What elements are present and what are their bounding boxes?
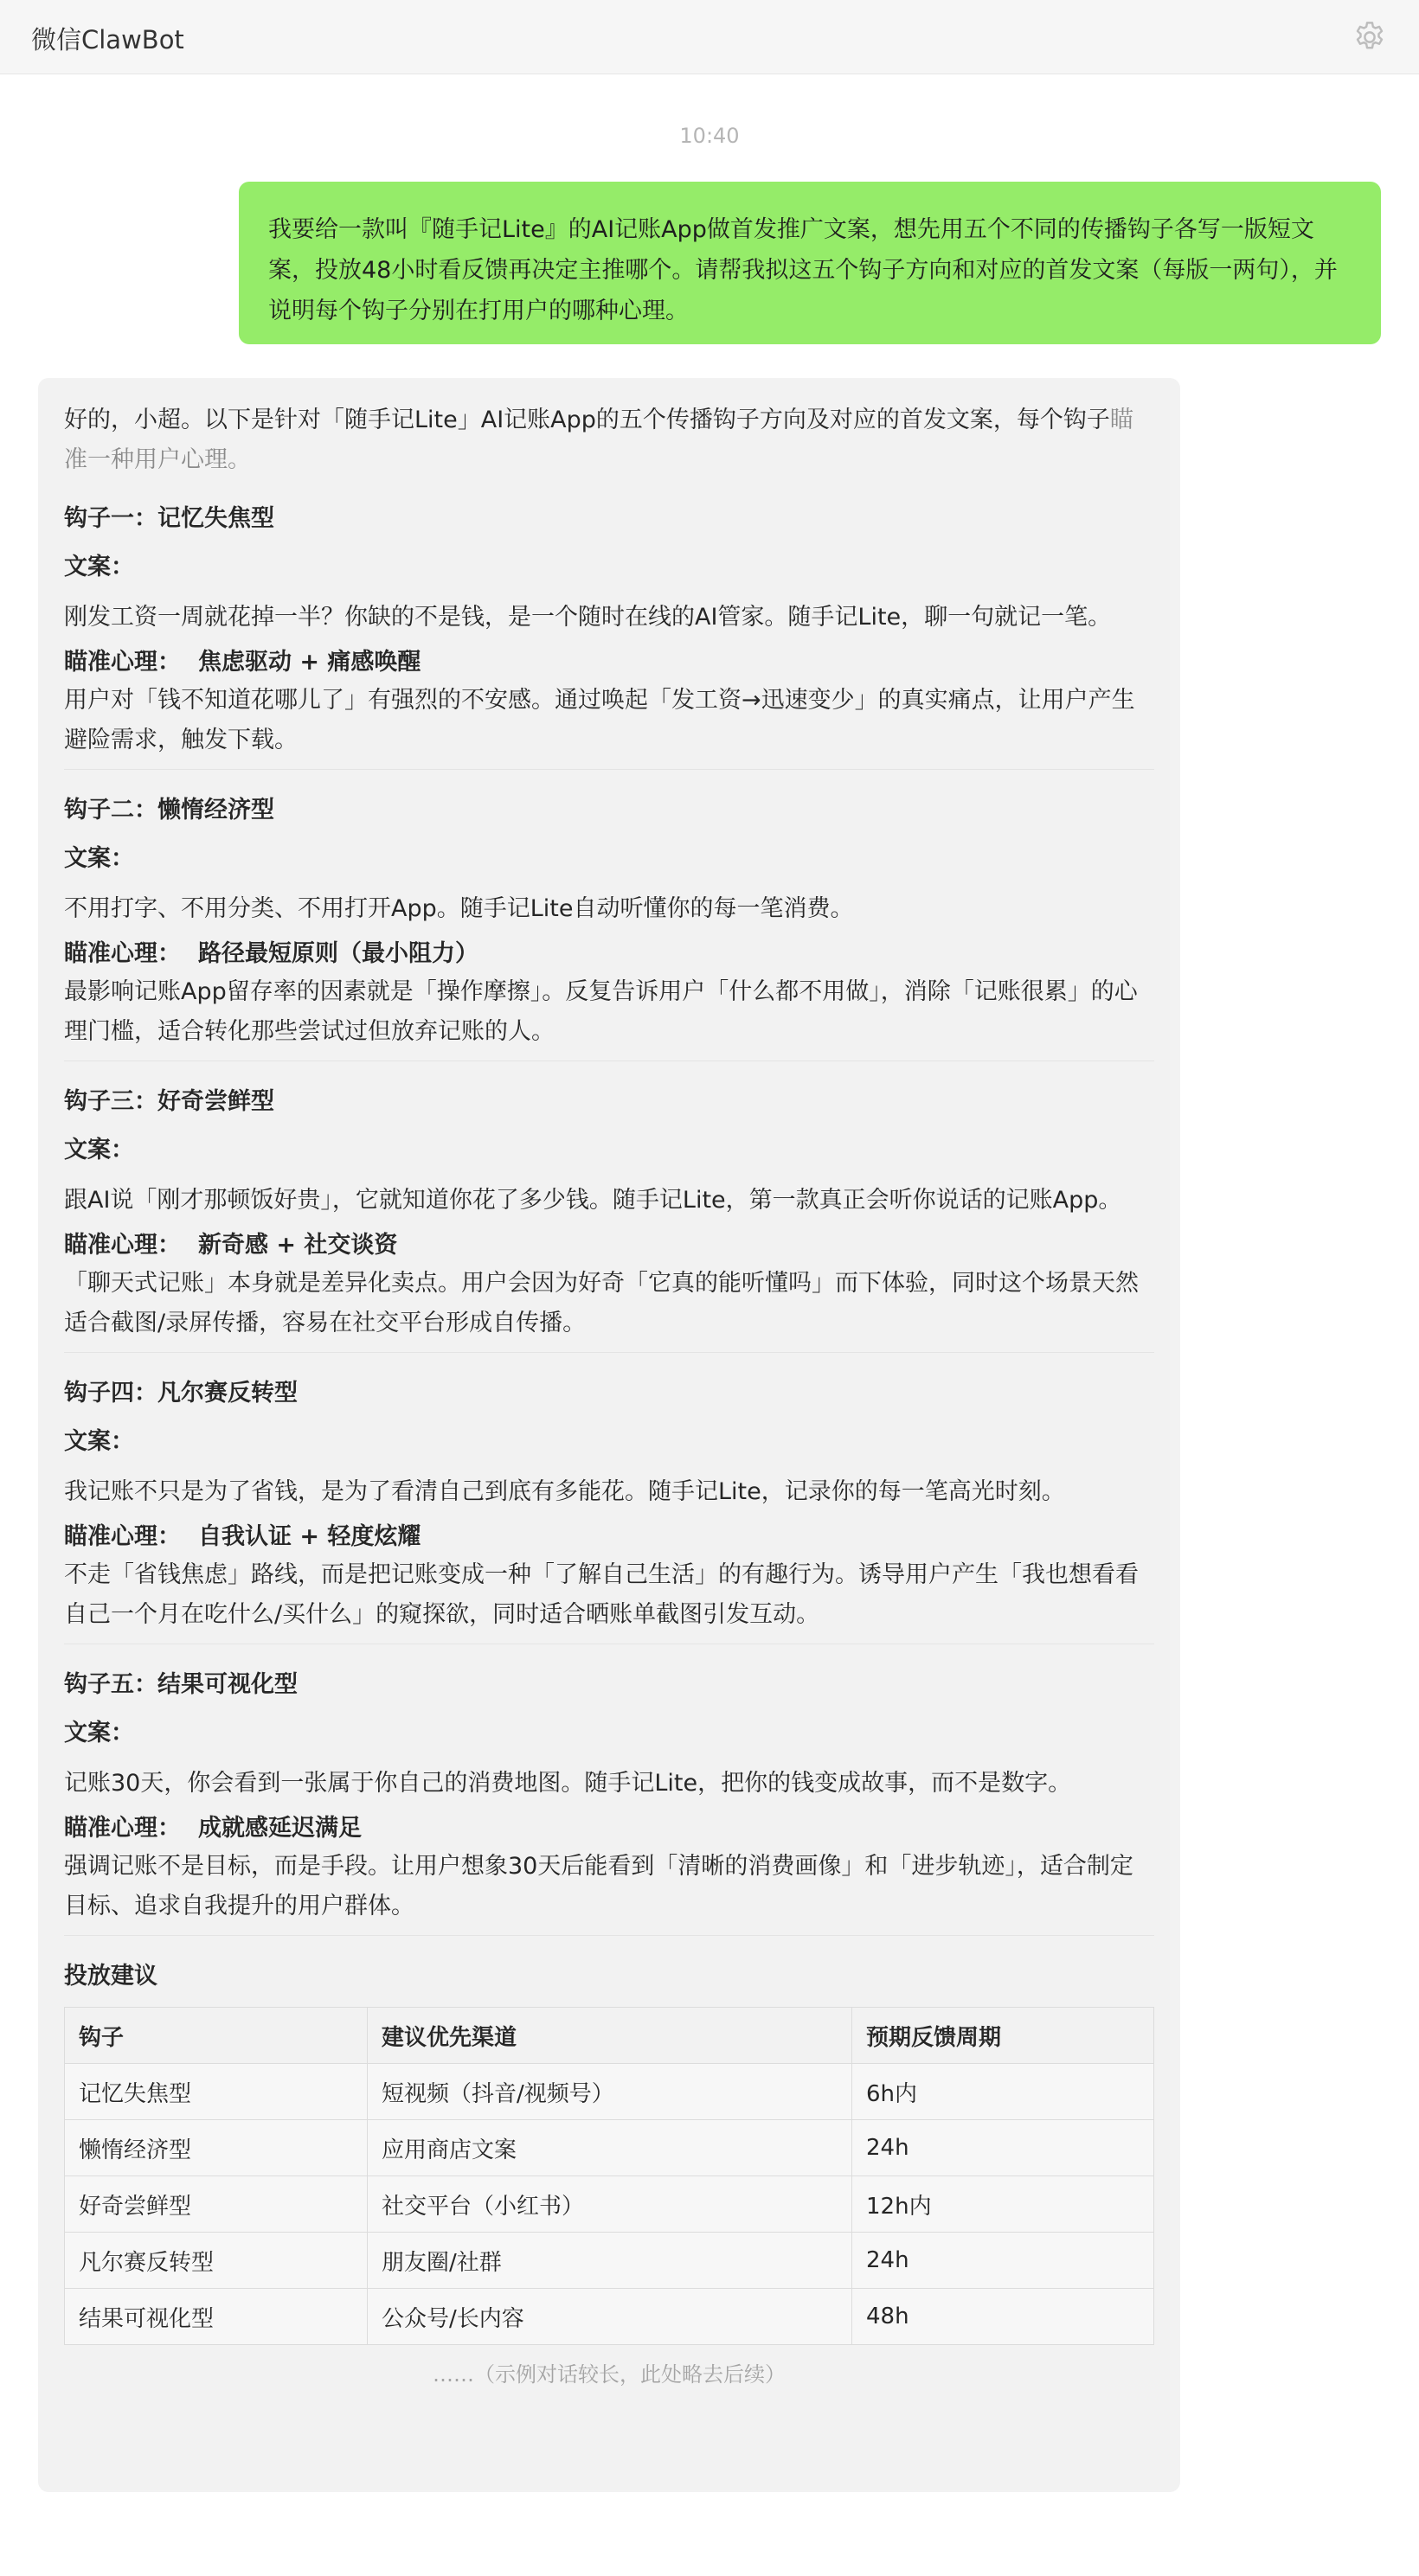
- psych-label: 瞄准心理：: [64, 1815, 181, 1842]
- user-message-bubble: 我要给一款叫『随手记Lite』的AI记账App做首发推广文案，想先用五个不同的传播钩子各写一版短文案，投放48小时看反馈再决定主推哪个。请帮我拟这五个钩子方向和对应的首发文案（每版一两句），并说明每个钩子分别在打用户的哪种心理。: [239, 182, 1381, 344]
- copy-label: 文案：: [64, 1720, 134, 1746]
- hook-section: [64, 792, 1154, 1061]
- plan-header-channel: 建议优先渠道: [368, 2008, 852, 2064]
- table-row: [65, 2064, 1154, 2120]
- table-row: [65, 2233, 1154, 2289]
- table-cell: 12h内: [852, 2176, 1154, 2233]
- table-cell: 凡尔赛反转型: [65, 2233, 368, 2289]
- copy-text: 我记账不只是为了省钱，是为了看清自己到底有多能花。随手记Lite，记录你的每一笔高光时刻。: [64, 1478, 1065, 1505]
- table-cell: 懒惰经济型: [65, 2120, 368, 2176]
- psych-name: 自我认证 + 轻度炫耀: [198, 1523, 421, 1550]
- hook-title: 钩子二：懒惰经济型: [64, 797, 274, 823]
- psych-label: 瞄准心理：: [64, 649, 181, 676]
- hook-title: 钩子四：凡尔赛反转型: [64, 1380, 298, 1407]
- table-cell: 结果可视化型: [65, 2289, 368, 2345]
- hook-section: [64, 501, 1154, 770]
- hook-title: 钩子三：好奇尝鲜型: [64, 1088, 274, 1115]
- table-cell: 记忆失焦型: [65, 2064, 368, 2120]
- hook-title: 钩子一：记忆失焦型: [64, 505, 274, 532]
- table-cell: 好奇尝鲜型: [65, 2176, 368, 2233]
- psych-line: [64, 644, 1154, 681]
- table-row: [65, 2176, 1154, 2233]
- copy-label: 文案：: [64, 1137, 134, 1163]
- copy-label: 文案：: [64, 554, 134, 580]
- psych-line: [64, 1227, 1154, 1264]
- table-cell: 朋友圈/社群: [368, 2233, 852, 2289]
- table-cell: 应用商店文案: [368, 2120, 852, 2176]
- copy-label: 文案：: [64, 845, 134, 872]
- table-cell: 短视频（抖音/视频号）: [368, 2064, 852, 2120]
- copy-text: 跟AI说「刚才那顿饭好贵」，它就知道你花了多少钱。随手记Lite，第一款真正会听你说话的记账App。: [64, 1187, 1122, 1214]
- hook-section: [64, 1667, 1154, 1936]
- psych-name: 路径最短原则（最小阻力）: [198, 940, 478, 967]
- copy-text: 不用打字、不用分类、不用打开App。随手记Lite自动听懂你的每一笔消费。: [64, 895, 854, 922]
- plan-title: 投放建议: [64, 1963, 157, 1990]
- psych-explanation: 强调记账不是目标，而是手段。让用户想象30天后能看到「清晰的消费画像」和「进步轨迹」，适合制定目标、追求自我提升的用户群体。: [64, 1853, 1133, 1919]
- psych-line: [64, 1519, 1154, 1555]
- hook-list: [64, 501, 1154, 1936]
- psych-name: 焦虑驱动 + 痛感唤醒: [198, 649, 421, 676]
- gear-icon[interactable]: [1352, 19, 1388, 55]
- table-row: [65, 2289, 1154, 2345]
- plan-header-cycle: 预期反馈周期: [852, 2008, 1154, 2064]
- psych-label: 瞄准心理：: [64, 1232, 181, 1259]
- top-bar: [0, 0, 1419, 74]
- bot-intro: [64, 400, 1154, 480]
- truncation-note: ……（示例对话较长，此处略去后续）: [433, 2362, 786, 2387]
- psych-name: 新奇感 + 社交谈资: [198, 1232, 398, 1259]
- plan-table: [64, 2007, 1154, 2345]
- bot-intro-text: 好的，小超。以下是针对「随手记Lite」AI记账App的五个传播钩子方向及对应的首发文案，每个钩子: [64, 407, 1110, 433]
- message-timestamp: 10:40: [679, 124, 740, 148]
- psych-label: 瞄准心理：: [64, 1523, 181, 1550]
- hook-title: 钩子五：结果可视化型: [64, 1671, 298, 1698]
- copy-label: 文案：: [64, 1428, 134, 1455]
- psych-explanation: 用户对「钱不知道花哪儿了」有强烈的不安感。通过唤起「发工资→迅速变少」的真实痛点，让用户产生避险需求，触发下载。: [64, 687, 1135, 753]
- table-cell: 24h: [852, 2233, 1154, 2289]
- copy-text: 刚发工资一周就花掉一半？你缺的不是钱，是一个随时在线的AI管家。随手记Lite，聊一句就记一笔。: [64, 604, 1112, 631]
- bot-intro-faded-text: 瞄准一种用户心理。: [64, 407, 1133, 473]
- bot-message-bubble: [38, 378, 1180, 2492]
- psych-label: 瞄准心理：: [64, 940, 181, 967]
- app-title: 微信ClawBot: [31, 25, 184, 54]
- psych-line: [64, 1810, 1154, 1847]
- hook-section: [64, 1084, 1154, 1353]
- plan-header-hook: 钩子: [65, 2008, 368, 2064]
- copy-text: 记账30天，你会看到一张属于你自己的消费地图。随手记Lite，把你的钱变成故事，而不是数字。: [64, 1770, 1072, 1797]
- psych-name: 成就感延迟满足: [198, 1815, 362, 1842]
- psych-line: [64, 936, 1154, 972]
- psych-explanation: 不走「省钱焦虑」路线，而是把记账变成一种「了解自己生活」的有趣行为。诱导用户产生「我也想看看自己一个月在吃什么/买什么」的窥探欲，同时适合晒账单截图引发互动。: [64, 1561, 1139, 1628]
- table-row: [65, 2120, 1154, 2176]
- psych-explanation: 最影响记账App留存率的因素就是「操作摩擦」。反复告诉用户「什么都不用做」，消除「记账很累」的心理门槛，适合转化那些尝试过但放弃记账的人。: [64, 978, 1138, 1045]
- plan-table-header: [65, 2008, 1154, 2064]
- table-cell: 48h: [852, 2289, 1154, 2345]
- hook-section: [64, 1375, 1154, 1644]
- table-cell: 社交平台（小红书）: [368, 2176, 852, 2233]
- table-cell: 6h内: [852, 2064, 1154, 2120]
- psych-explanation: 「聊天式记账」本身就是差异化卖点。用户会因为好奇「它真的能听懂吗」而下体验，同时这个场景天然适合截图/录屏传播，容易在社交平台形成自传播。: [64, 1270, 1139, 1336]
- table-cell: 公众号/长内容: [368, 2289, 852, 2345]
- table-cell: 24h: [852, 2120, 1154, 2176]
